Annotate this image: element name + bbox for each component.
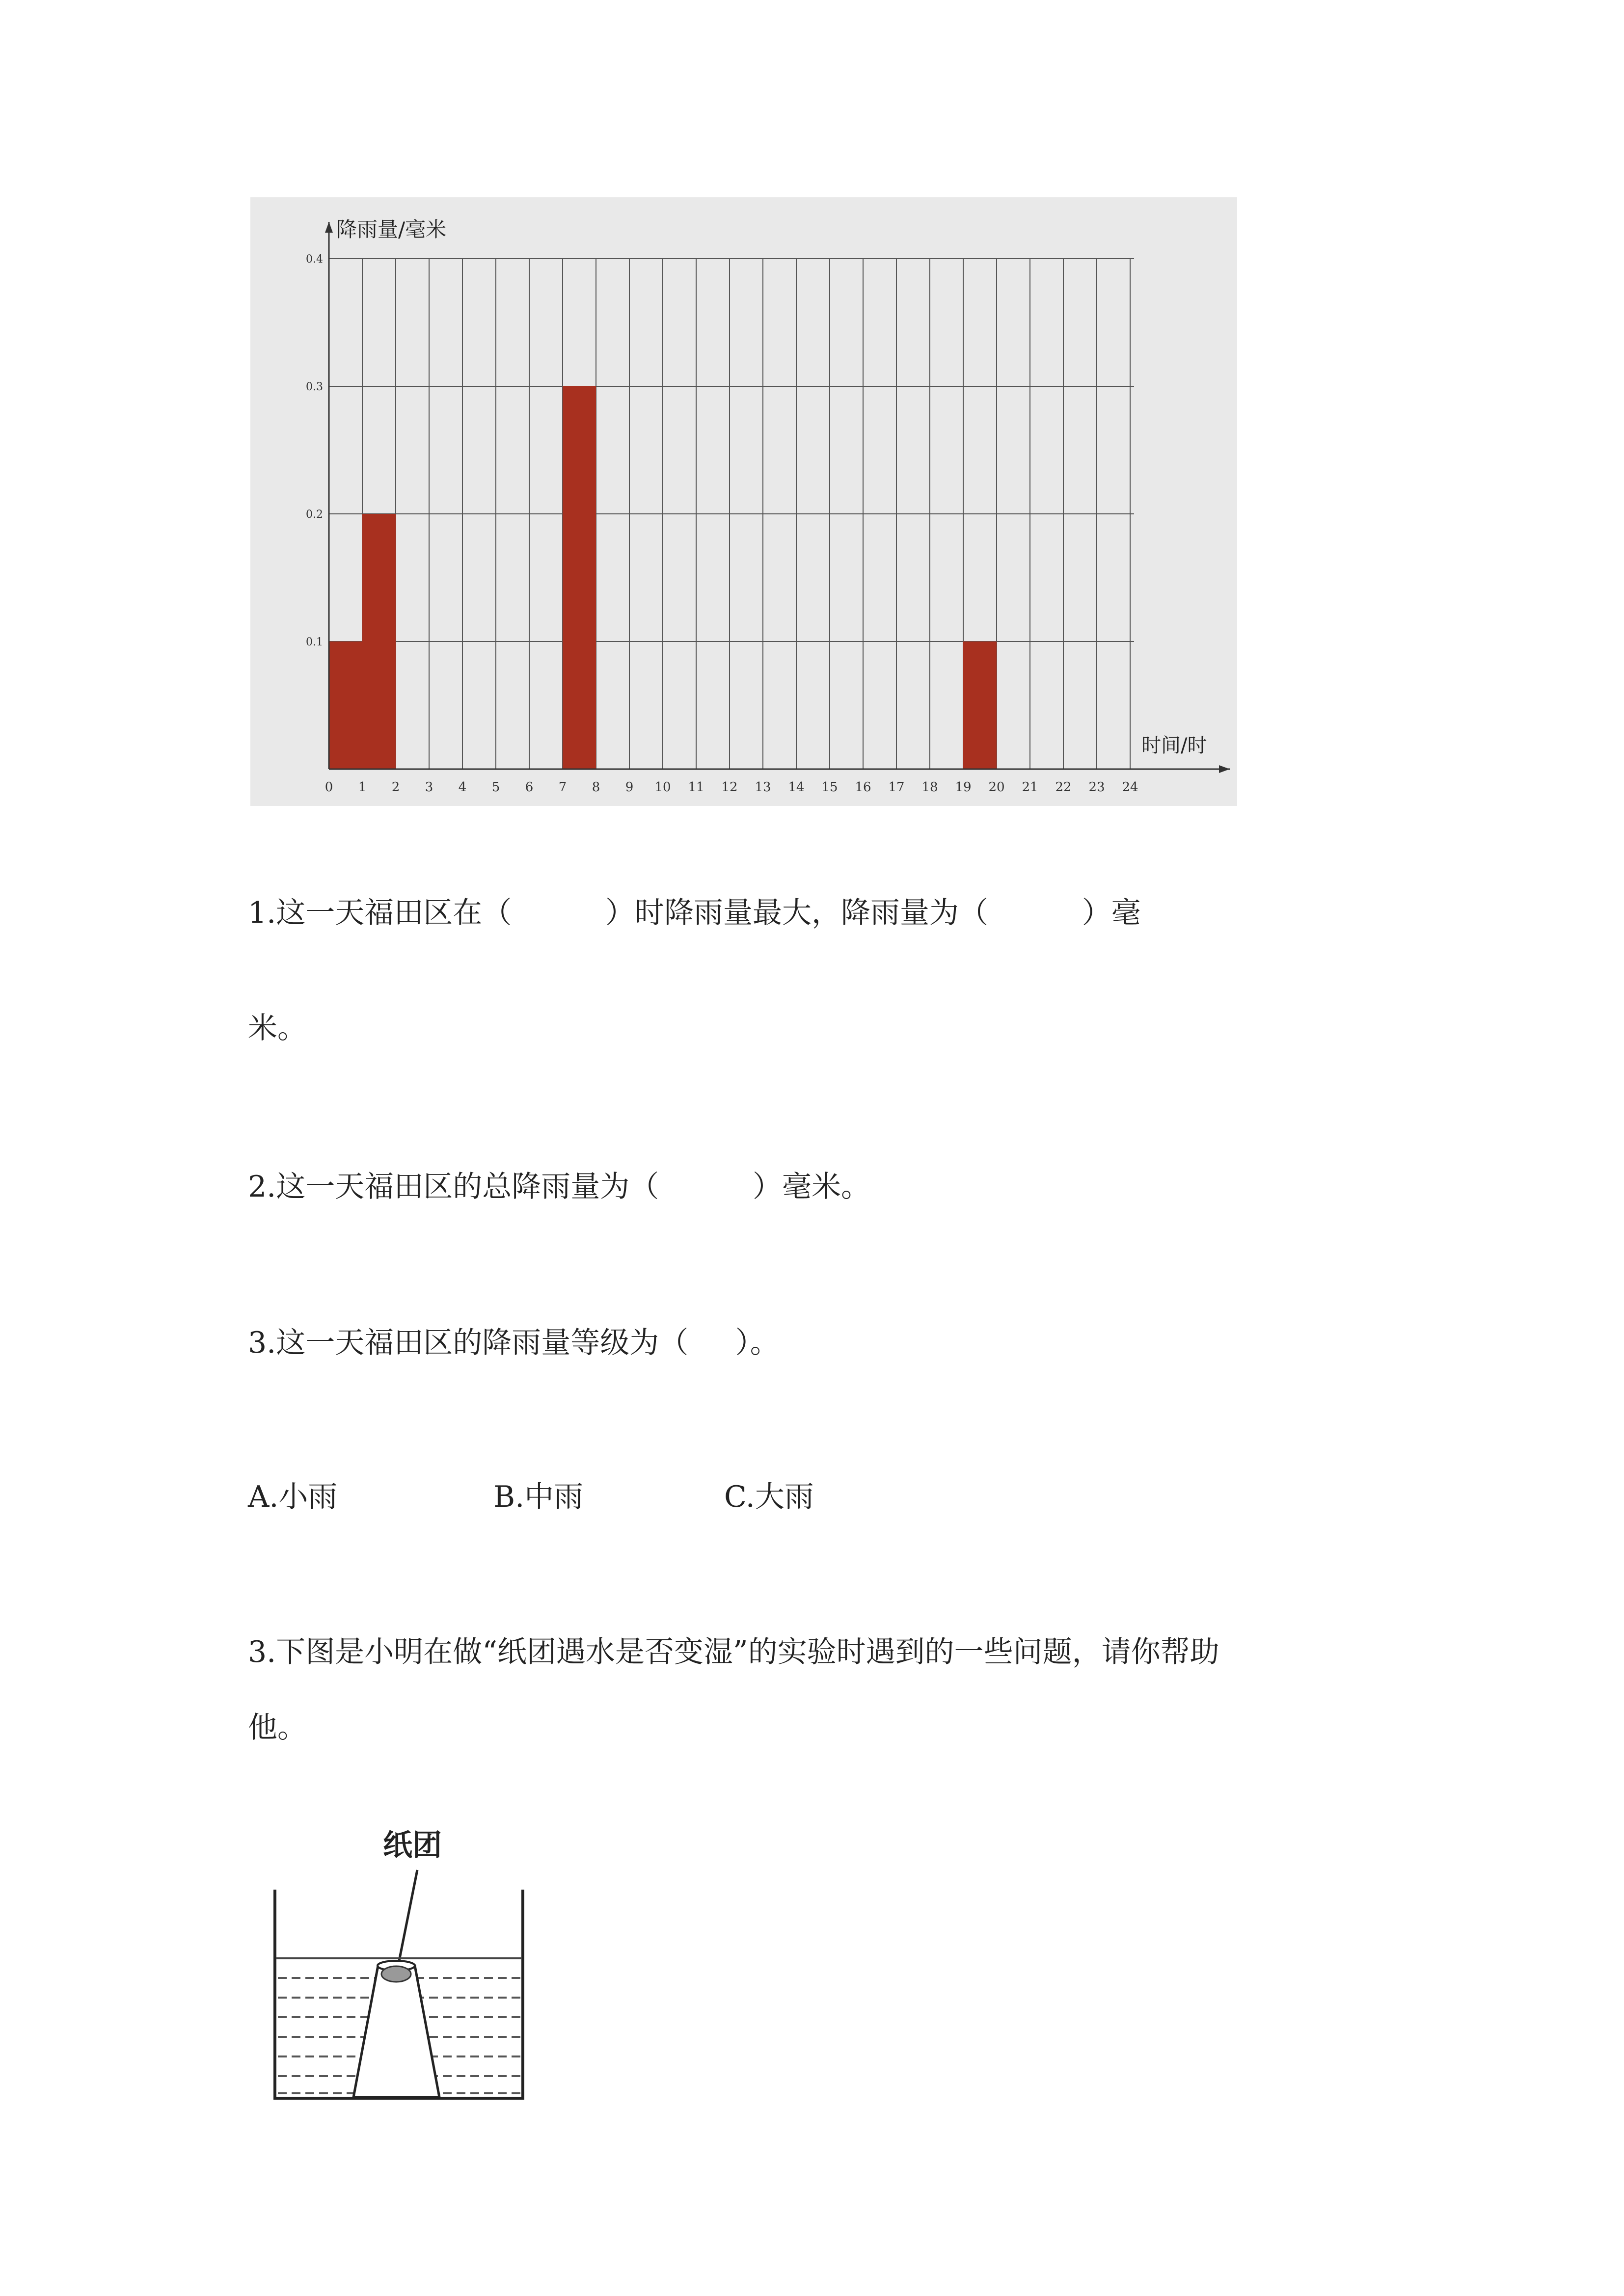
- bar: [963, 641, 997, 769]
- x-tick-label: 24: [1122, 780, 1138, 795]
- bar: [362, 514, 396, 769]
- x-tick-label: 11: [688, 780, 704, 795]
- x-tick-label: 16: [855, 780, 871, 795]
- x-tick-label: 17: [888, 780, 905, 795]
- bar: [329, 641, 362, 769]
- inverted-cup: [353, 1966, 439, 2097]
- x-tick-label: 4: [458, 780, 467, 795]
- question-2: 2.这一天福田区的总降雨量为（ ）毫米。: [248, 1170, 870, 1204]
- y-axis-arrow: [325, 222, 333, 233]
- x-tick-label: 22: [1055, 780, 1072, 795]
- x-tick-label: 3: [425, 780, 433, 795]
- x-tick-label: 2: [391, 780, 400, 795]
- x-tick-label: 14: [788, 780, 805, 795]
- x-tick-label: 0: [325, 780, 333, 795]
- x-tick-label: 15: [821, 780, 838, 795]
- x-tick-label: 6: [525, 780, 534, 795]
- x-tick-label: 13: [755, 780, 771, 795]
- option-b: B.中雨: [493, 1480, 584, 1514]
- x-tick-label: 10: [654, 780, 671, 795]
- rainfall-chart-svg: [250, 197, 1237, 806]
- y-axis-title: 降雨量/毫米: [336, 217, 447, 241]
- question-1-line-2: 米。: [248, 1011, 307, 1045]
- x-tick-label: 7: [558, 780, 567, 795]
- x-tick-label: 5: [491, 780, 500, 795]
- x-tick-label: 19: [955, 780, 972, 795]
- y-tick-label: 0.4: [306, 253, 323, 266]
- paper-ball-label: 纸团: [383, 1828, 442, 1863]
- question-1-line-1: 1.这一天福田区在（ ）时降雨量最大，降雨量为（ ）毫: [248, 896, 1141, 930]
- x-tick-label: 9: [625, 780, 634, 795]
- x-tick-label: 20: [988, 780, 1005, 795]
- label-pointer: [398, 1870, 417, 1968]
- question-4-line-2: 他。: [248, 1710, 307, 1745]
- option-a: A.小雨: [248, 1480, 338, 1514]
- beaker-diagram: [265, 1826, 540, 2110]
- question-4-line-1: 3.下图是小明在做“纸团遇水是否变湿”的实验时遇到的一些问题，请你帮助: [248, 1635, 1219, 1669]
- y-tick-label: 0.1: [306, 636, 323, 648]
- y-tick-label: 0.2: [306, 508, 323, 521]
- x-tick-label: 18: [921, 780, 938, 795]
- x-tick-label: 8: [592, 780, 600, 795]
- rainfall-chart: [250, 197, 1237, 806]
- option-c: C.大雨: [724, 1480, 814, 1514]
- question-3: 3.这一天福田区的降雨量等级为（ ）。: [248, 1326, 780, 1360]
- x-tick-label: 23: [1088, 780, 1105, 795]
- x-axis-arrow: [1219, 765, 1230, 773]
- x-axis-title: 时间/时: [1141, 734, 1207, 757]
- bar: [563, 386, 596, 769]
- x-tick-label: 21: [1022, 780, 1038, 795]
- x-tick-label: 1: [358, 780, 367, 795]
- y-tick-label: 0.3: [306, 381, 323, 393]
- x-tick-label: 12: [721, 780, 738, 795]
- paper-ball: [381, 1966, 411, 1982]
